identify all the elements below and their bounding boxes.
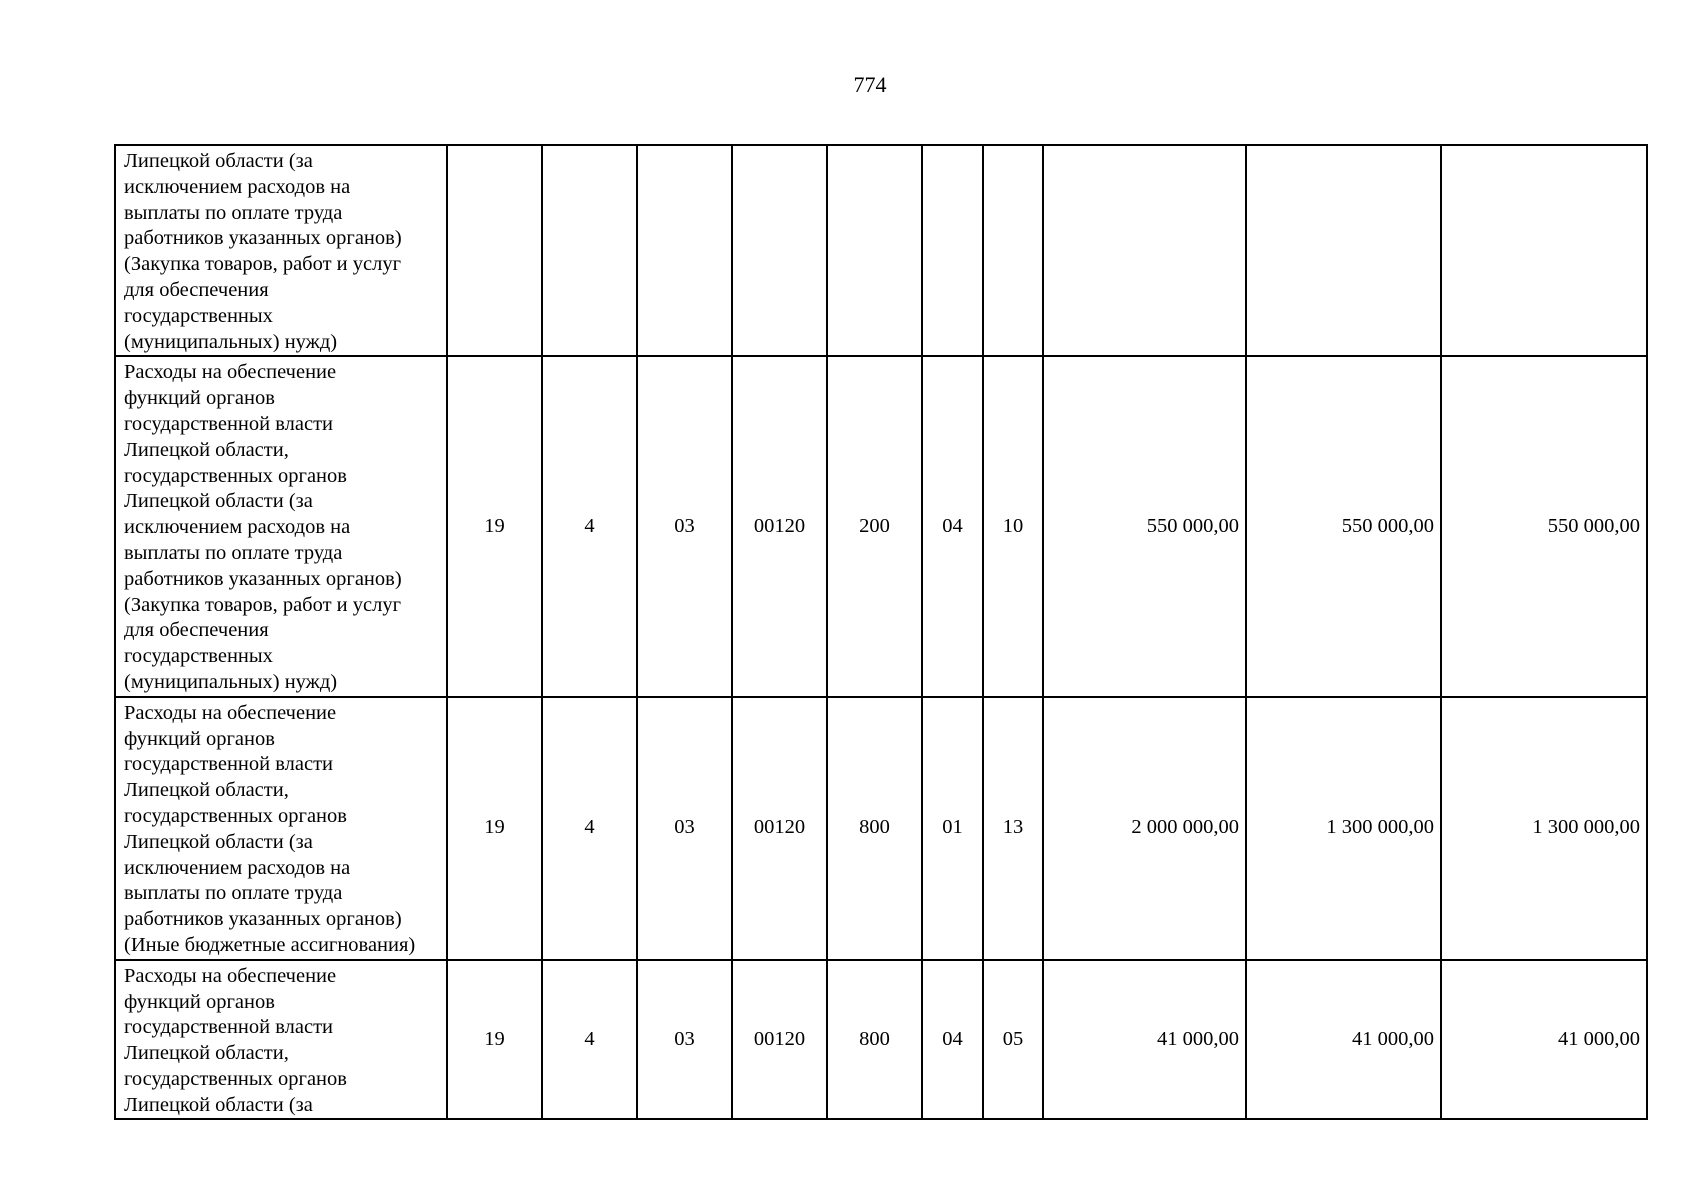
code-cell: [922, 145, 983, 356]
code-cell: 4: [542, 356, 637, 696]
table-row: [115, 145, 1647, 356]
code-cell: 19: [447, 960, 542, 1120]
table-row: [115, 960, 1647, 1120]
code-cell: 00120: [732, 697, 827, 960]
row-description: Расходы на обеспечение функций органов государственной власти Липецкой области, государственных органов Липецкой области (за исключением расходов на выплаты по оплате труда работников указанных органов) (Иные бюджетные ассигнования): [115, 697, 447, 960]
code-cell: [637, 145, 732, 356]
code-cell: 03: [637, 960, 732, 1120]
code-cell: 04: [922, 356, 983, 696]
amount-cell: 550 000,00: [1441, 356, 1647, 696]
amount-cell: 41 000,00: [1043, 960, 1246, 1120]
budget-table: [114, 144, 1648, 1120]
code-cell: 800: [827, 960, 922, 1120]
code-cell: 4: [542, 697, 637, 960]
code-cell: [983, 145, 1043, 356]
code-cell: 05: [983, 960, 1043, 1120]
amount-cell: 41 000,00: [1441, 960, 1647, 1120]
code-cell: 19: [447, 697, 542, 960]
page-number: 774: [853, 72, 887, 97]
code-cell: 00120: [732, 960, 827, 1120]
code-cell: [827, 145, 922, 356]
table-row: [115, 356, 1647, 696]
code-cell: [732, 145, 827, 356]
code-cell: [447, 145, 542, 356]
code-cell: 03: [637, 697, 732, 960]
code-cell: 03: [637, 356, 732, 696]
code-cell: 01: [922, 697, 983, 960]
amount-cell: [1246, 145, 1441, 356]
amount-cell: 41 000,00: [1246, 960, 1441, 1120]
table-row: [115, 697, 1647, 960]
code-cell: 800: [827, 697, 922, 960]
row-description: Расходы на обеспечение функций органов государственной власти Липецкой области, государственных органов Липецкой области (за: [115, 960, 447, 1120]
amount-cell: 1 300 000,00: [1246, 697, 1441, 960]
row-description: Расходы на обеспечение функций органов государственной власти Липецкой области, государственных органов Липецкой области (за исключением расходов на выплаты по оплате труда работников указанных органов) (Закупка товаров, работ и услуг для обеспечения государственных (муниципальных) нужд): [115, 356, 447, 696]
amount-cell: [1441, 145, 1647, 356]
code-cell: 200: [827, 356, 922, 696]
code-cell: 00120: [732, 356, 827, 696]
code-cell: 13: [983, 697, 1043, 960]
code-cell: 10: [983, 356, 1043, 696]
amount-cell: 550 000,00: [1246, 356, 1441, 696]
amount-cell: 1 300 000,00: [1441, 697, 1647, 960]
row-description: Липецкой области (за исключением расходов на выплаты по оплате труда работников указанных органов) (Закупка товаров, работ и услуг для обеспечения государственных (муниципальных) нужд): [115, 145, 447, 356]
code-cell: 4: [542, 960, 637, 1120]
amount-cell: [1043, 145, 1246, 356]
amount-cell: 550 000,00: [1043, 356, 1246, 696]
amount-cell: 2 000 000,00: [1043, 697, 1246, 960]
code-cell: 04: [922, 960, 983, 1120]
code-cell: [542, 145, 637, 356]
code-cell: 19: [447, 356, 542, 696]
